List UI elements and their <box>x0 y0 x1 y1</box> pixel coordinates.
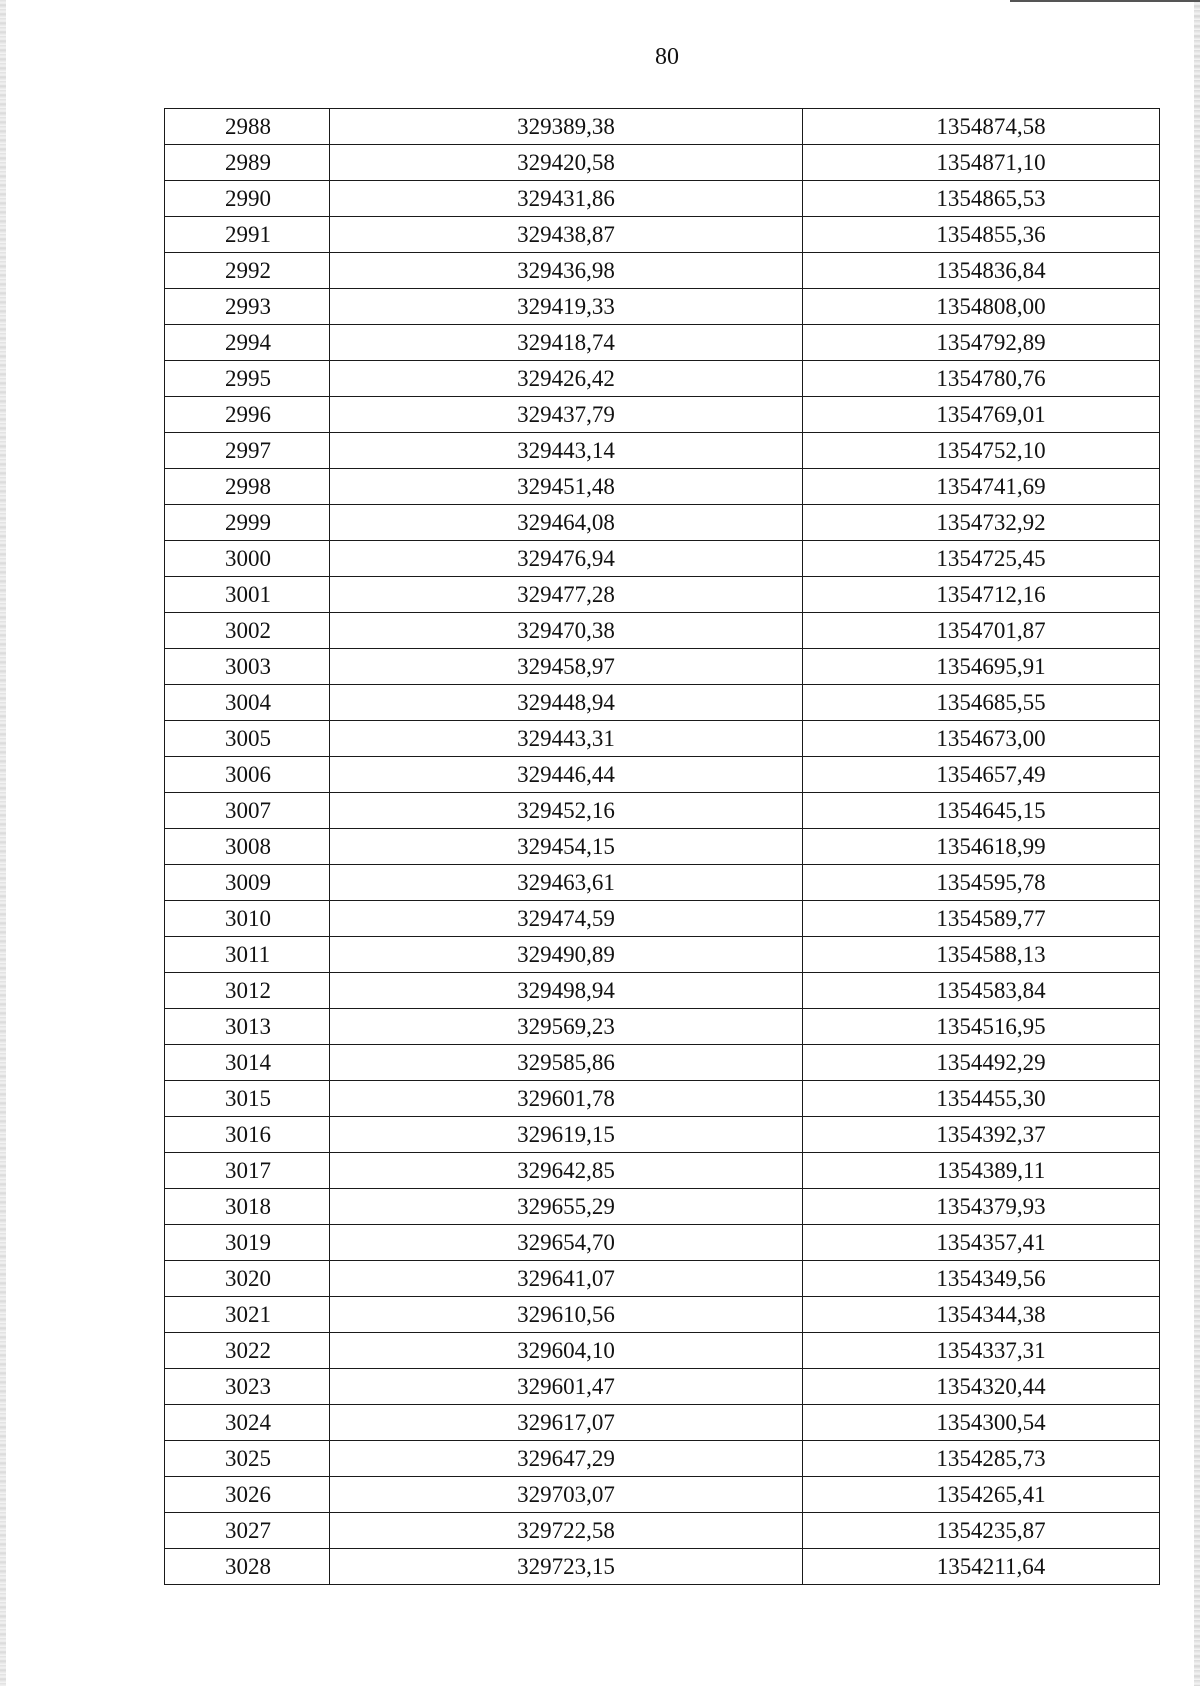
x-coordinate-cell: 329446,44 <box>330 757 803 793</box>
scan-edge-right <box>1194 0 1200 1686</box>
table-row <box>165 1009 1160 1045</box>
table-row <box>165 973 1160 1009</box>
table-row <box>165 1513 1160 1549</box>
table-row <box>165 217 1160 253</box>
point-number-cell: 3019 <box>165 1225 330 1261</box>
x-coordinate-cell: 329654,70 <box>330 1225 803 1261</box>
y-coordinate-cell: 1354741,69 <box>803 469 1160 505</box>
y-coordinate-cell: 1354516,95 <box>803 1009 1160 1045</box>
y-coordinate-cell: 1354344,38 <box>803 1297 1160 1333</box>
coordinates-table <box>164 108 1160 1585</box>
point-number-cell: 3001 <box>165 577 330 613</box>
y-coordinate-cell: 1354769,01 <box>803 397 1160 433</box>
y-coordinate-cell: 1354712,16 <box>803 577 1160 613</box>
top-rule <box>1010 0 1200 2</box>
y-coordinate-cell: 1354392,37 <box>803 1117 1160 1153</box>
table-row <box>165 901 1160 937</box>
x-coordinate-cell: 329436,98 <box>330 253 803 289</box>
x-coordinate-cell: 329722,58 <box>330 1513 803 1549</box>
x-coordinate-cell: 329438,87 <box>330 217 803 253</box>
y-coordinate-cell: 1354685,55 <box>803 685 1160 721</box>
y-coordinate-cell: 1354657,49 <box>803 757 1160 793</box>
x-coordinate-cell: 329470,38 <box>330 613 803 649</box>
x-coordinate-cell: 329452,16 <box>330 793 803 829</box>
table-row <box>165 1477 1160 1513</box>
point-number-cell: 3023 <box>165 1369 330 1405</box>
point-number-cell: 3004 <box>165 685 330 721</box>
x-coordinate-cell: 329463,61 <box>330 865 803 901</box>
x-coordinate-cell: 329604,10 <box>330 1333 803 1369</box>
y-coordinate-cell: 1354836,84 <box>803 253 1160 289</box>
point-number-cell: 2996 <box>165 397 330 433</box>
table-row <box>165 793 1160 829</box>
x-coordinate-cell: 329655,29 <box>330 1189 803 1225</box>
x-coordinate-cell: 329477,28 <box>330 577 803 613</box>
x-coordinate-cell: 329490,89 <box>330 937 803 973</box>
y-coordinate-cell: 1354349,56 <box>803 1261 1160 1297</box>
y-coordinate-cell: 1354285,73 <box>803 1441 1160 1477</box>
y-coordinate-cell: 1354455,30 <box>803 1081 1160 1117</box>
point-number-cell: 2999 <box>165 505 330 541</box>
x-coordinate-cell: 329451,48 <box>330 469 803 505</box>
table-row <box>165 289 1160 325</box>
y-coordinate-cell: 1354808,00 <box>803 289 1160 325</box>
point-number-cell: 3007 <box>165 793 330 829</box>
x-coordinate-cell: 329431,86 <box>330 181 803 217</box>
table-row <box>165 1081 1160 1117</box>
x-coordinate-cell: 329647,29 <box>330 1441 803 1477</box>
x-coordinate-cell: 329498,94 <box>330 973 803 1009</box>
point-number-cell: 3005 <box>165 721 330 757</box>
point-number-cell: 3015 <box>165 1081 330 1117</box>
point-number-cell: 2993 <box>165 289 330 325</box>
y-coordinate-cell: 1354595,78 <box>803 865 1160 901</box>
x-coordinate-cell: 329641,07 <box>330 1261 803 1297</box>
point-number-cell: 3024 <box>165 1405 330 1441</box>
point-number-cell: 2989 <box>165 145 330 181</box>
y-coordinate-cell: 1354389,11 <box>803 1153 1160 1189</box>
y-coordinate-cell: 1354589,77 <box>803 901 1160 937</box>
y-coordinate-cell: 1354725,45 <box>803 541 1160 577</box>
table-row <box>165 145 1160 181</box>
point-number-cell: 3002 <box>165 613 330 649</box>
x-coordinate-cell: 329418,74 <box>330 325 803 361</box>
table-row <box>165 757 1160 793</box>
point-number-cell: 3022 <box>165 1333 330 1369</box>
x-coordinate-cell: 329458,97 <box>330 649 803 685</box>
table-row <box>165 649 1160 685</box>
point-number-cell: 3009 <box>165 865 330 901</box>
y-coordinate-cell: 1354320,44 <box>803 1369 1160 1405</box>
table-row <box>165 685 1160 721</box>
table-row <box>165 325 1160 361</box>
y-coordinate-cell: 1354673,00 <box>803 721 1160 757</box>
y-coordinate-cell: 1354379,93 <box>803 1189 1160 1225</box>
y-coordinate-cell: 1354265,41 <box>803 1477 1160 1513</box>
table-row <box>165 433 1160 469</box>
x-coordinate-cell: 329448,94 <box>330 685 803 721</box>
x-coordinate-cell: 329723,15 <box>330 1549 803 1585</box>
x-coordinate-cell: 329420,58 <box>330 145 803 181</box>
y-coordinate-cell: 1354211,64 <box>803 1549 1160 1585</box>
table-row <box>165 109 1160 145</box>
point-number-cell: 2991 <box>165 217 330 253</box>
x-coordinate-cell: 329585,86 <box>330 1045 803 1081</box>
point-number-cell: 3010 <box>165 901 330 937</box>
point-number-cell: 2988 <box>165 109 330 145</box>
x-coordinate-cell: 329476,94 <box>330 541 803 577</box>
point-number-cell: 3013 <box>165 1009 330 1045</box>
table-row <box>165 1225 1160 1261</box>
x-coordinate-cell: 329389,38 <box>330 109 803 145</box>
y-coordinate-cell: 1354695,91 <box>803 649 1160 685</box>
table-row <box>165 1405 1160 1441</box>
point-number-cell: 3025 <box>165 1441 330 1477</box>
point-number-cell: 3027 <box>165 1513 330 1549</box>
table-row <box>165 181 1160 217</box>
y-coordinate-cell: 1354780,76 <box>803 361 1160 397</box>
table-row <box>165 1333 1160 1369</box>
y-coordinate-cell: 1354588,13 <box>803 937 1160 973</box>
point-number-cell: 2998 <box>165 469 330 505</box>
y-coordinate-cell: 1354583,84 <box>803 973 1160 1009</box>
x-coordinate-cell: 329426,42 <box>330 361 803 397</box>
y-coordinate-cell: 1354337,31 <box>803 1333 1160 1369</box>
point-number-cell: 3014 <box>165 1045 330 1081</box>
point-number-cell: 2997 <box>165 433 330 469</box>
point-number-cell: 3000 <box>165 541 330 577</box>
table-row <box>165 829 1160 865</box>
y-coordinate-cell: 1354618,99 <box>803 829 1160 865</box>
y-coordinate-cell: 1354855,36 <box>803 217 1160 253</box>
table-row <box>165 505 1160 541</box>
table-row <box>165 1117 1160 1153</box>
coordinates-table-body <box>165 109 1160 1585</box>
table-row <box>165 937 1160 973</box>
x-coordinate-cell: 329454,15 <box>330 829 803 865</box>
y-coordinate-cell: 1354874,58 <box>803 109 1160 145</box>
x-coordinate-cell: 329419,33 <box>330 289 803 325</box>
point-number-cell: 3020 <box>165 1261 330 1297</box>
point-number-cell: 3018 <box>165 1189 330 1225</box>
y-coordinate-cell: 1354701,87 <box>803 613 1160 649</box>
point-number-cell: 2992 <box>165 253 330 289</box>
y-coordinate-cell: 1354871,10 <box>803 145 1160 181</box>
table-row <box>165 1045 1160 1081</box>
y-coordinate-cell: 1354865,53 <box>803 181 1160 217</box>
table-row <box>165 577 1160 613</box>
table-row <box>165 1189 1160 1225</box>
point-number-cell: 3012 <box>165 973 330 1009</box>
y-coordinate-cell: 1354752,10 <box>803 433 1160 469</box>
table-row <box>165 469 1160 505</box>
x-coordinate-cell: 329443,14 <box>330 433 803 469</box>
y-coordinate-cell: 1354792,89 <box>803 325 1160 361</box>
page-number: 80 <box>655 44 679 70</box>
x-coordinate-cell: 329474,59 <box>330 901 803 937</box>
scan-edge-left <box>0 0 6 1686</box>
table-row <box>165 613 1160 649</box>
table-row <box>165 1549 1160 1585</box>
point-number-cell: 3008 <box>165 829 330 865</box>
x-coordinate-cell: 329601,78 <box>330 1081 803 1117</box>
y-coordinate-cell: 1354645,15 <box>803 793 1160 829</box>
table-row <box>165 397 1160 433</box>
table-row <box>165 1297 1160 1333</box>
table-row <box>165 865 1160 901</box>
table-row <box>165 541 1160 577</box>
table-row <box>165 721 1160 757</box>
y-coordinate-cell: 1354357,41 <box>803 1225 1160 1261</box>
point-number-cell: 2990 <box>165 181 330 217</box>
point-number-cell: 3026 <box>165 1477 330 1513</box>
table-row <box>165 1261 1160 1297</box>
x-coordinate-cell: 329610,56 <box>330 1297 803 1333</box>
point-number-cell: 2995 <box>165 361 330 397</box>
x-coordinate-cell: 329703,07 <box>330 1477 803 1513</box>
y-coordinate-cell: 1354235,87 <box>803 1513 1160 1549</box>
point-number-cell: 2994 <box>165 325 330 361</box>
x-coordinate-cell: 329617,07 <box>330 1405 803 1441</box>
point-number-cell: 3016 <box>165 1117 330 1153</box>
point-number-cell: 3003 <box>165 649 330 685</box>
table-row <box>165 361 1160 397</box>
y-coordinate-cell: 1354492,29 <box>803 1045 1160 1081</box>
x-coordinate-cell: 329464,08 <box>330 505 803 541</box>
x-coordinate-cell: 329569,23 <box>330 1009 803 1045</box>
x-coordinate-cell: 329443,31 <box>330 721 803 757</box>
point-number-cell: 3021 <box>165 1297 330 1333</box>
table-row <box>165 1441 1160 1477</box>
point-number-cell: 3028 <box>165 1549 330 1585</box>
x-coordinate-cell: 329437,79 <box>330 397 803 433</box>
x-coordinate-cell: 329601,47 <box>330 1369 803 1405</box>
x-coordinate-cell: 329619,15 <box>330 1117 803 1153</box>
point-number-cell: 3017 <box>165 1153 330 1189</box>
table-row <box>165 1153 1160 1189</box>
table-row <box>165 1369 1160 1405</box>
x-coordinate-cell: 329642,85 <box>330 1153 803 1189</box>
table-row <box>165 253 1160 289</box>
y-coordinate-cell: 1354300,54 <box>803 1405 1160 1441</box>
point-number-cell: 3011 <box>165 937 330 973</box>
point-number-cell: 3006 <box>165 757 330 793</box>
y-coordinate-cell: 1354732,92 <box>803 505 1160 541</box>
